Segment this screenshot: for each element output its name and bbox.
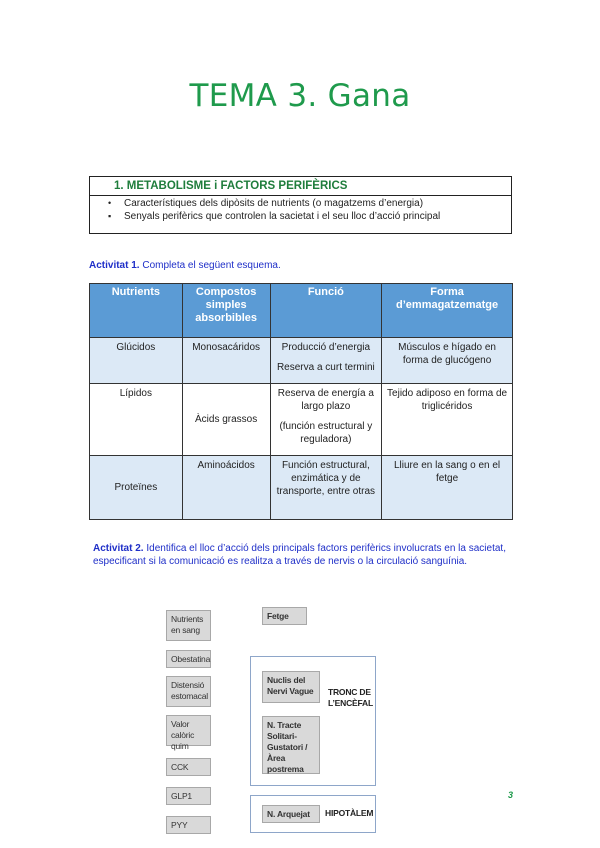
bullet-item: ▪ Senyals perifèrics que controlen la sacietat i el seu lloc d’acció principal (108, 211, 441, 222)
cell-forma: Tejido adiposo en forma de triglicéridos (382, 384, 513, 456)
activity-2: Activitat 2. Identifica el lloc d’acció dels principals factors perifèrics involucrats en la sacietat, especificant si la comunicació es realitza a través de nervis o la circulació sanguínia. (93, 543, 506, 567)
table-row (90, 456, 513, 520)
factor-box: GLP1 (166, 787, 211, 805)
tronc-item-box: Nuclis del Nervi Vague (262, 671, 320, 703)
table-row (90, 338, 513, 384)
col-header-compostos: Compostos simples absorbibles (182, 284, 270, 338)
cell-nutrient: Proteïnes (90, 456, 183, 520)
col-header-nutrients: Nutrients (90, 284, 183, 338)
factor-box: Valor calòric quim (166, 715, 211, 746)
col-header-funcio: Funció (270, 284, 382, 338)
factor-box: Obestatina (166, 650, 211, 668)
cell-funcio: Reserva de energía a largo plazo (función estructural y reguladora) (270, 384, 382, 456)
cell-funcio: Función estructural, enzimática y de transporte, entre otras (270, 456, 382, 520)
bullet-item: • Característiques dels dipòsits de nutrients (o magatzems d’energia) (108, 198, 424, 209)
page-number: 3 (508, 790, 514, 800)
section-heading: 1. METABOLISME i FACTORS PERIFÈRICS (90, 177, 511, 196)
bullet-icon: • (108, 198, 112, 208)
section-bullets (90, 196, 511, 223)
hipotalem-label: HIPOTÀLEM (325, 808, 374, 818)
factor-box: Nutrients en sang (166, 610, 211, 641)
nutrients-table (89, 283, 513, 520)
tronc-label: TRONC DE L’ENCÈFAL (328, 687, 373, 708)
cell-compost: Àcids grassos (182, 384, 270, 456)
cell-forma: Músculos e hígado en forma de glucógeno (382, 338, 513, 384)
cell-nutrient: Glúcidos (90, 338, 183, 384)
page-title: TEMA 3. Gana (189, 78, 411, 114)
cell-compost: Aminoácidos (182, 456, 270, 520)
col-header-forma: Forma d’emmagatzematge (382, 284, 513, 338)
tronc-item-box: N. Tracte Solitari-Gustatori / Àrea postrema (262, 716, 320, 774)
factor-box: Distensió estomacal (166, 676, 211, 707)
activity-1: Activitat 1. Completa el següent esquema. (89, 260, 281, 271)
cell-funcio: Producció d’energia Reserva a curt termini (270, 338, 382, 384)
hipotalem-item-box: N. Arquejat (262, 805, 320, 823)
factor-box: CCK (166, 758, 211, 776)
bullet-icon: ▪ (108, 211, 112, 221)
table-row (90, 384, 513, 456)
factor-box: PYY (166, 816, 211, 834)
fetge-box: Fetge (262, 607, 307, 625)
cell-forma: Lliure en la sang o en el fetge (382, 456, 513, 520)
table-header-row (90, 284, 513, 338)
cell-compost: Monosacáridos (182, 338, 270, 384)
cell-nutrient: Lípidos (90, 384, 183, 456)
section-box (89, 176, 512, 234)
